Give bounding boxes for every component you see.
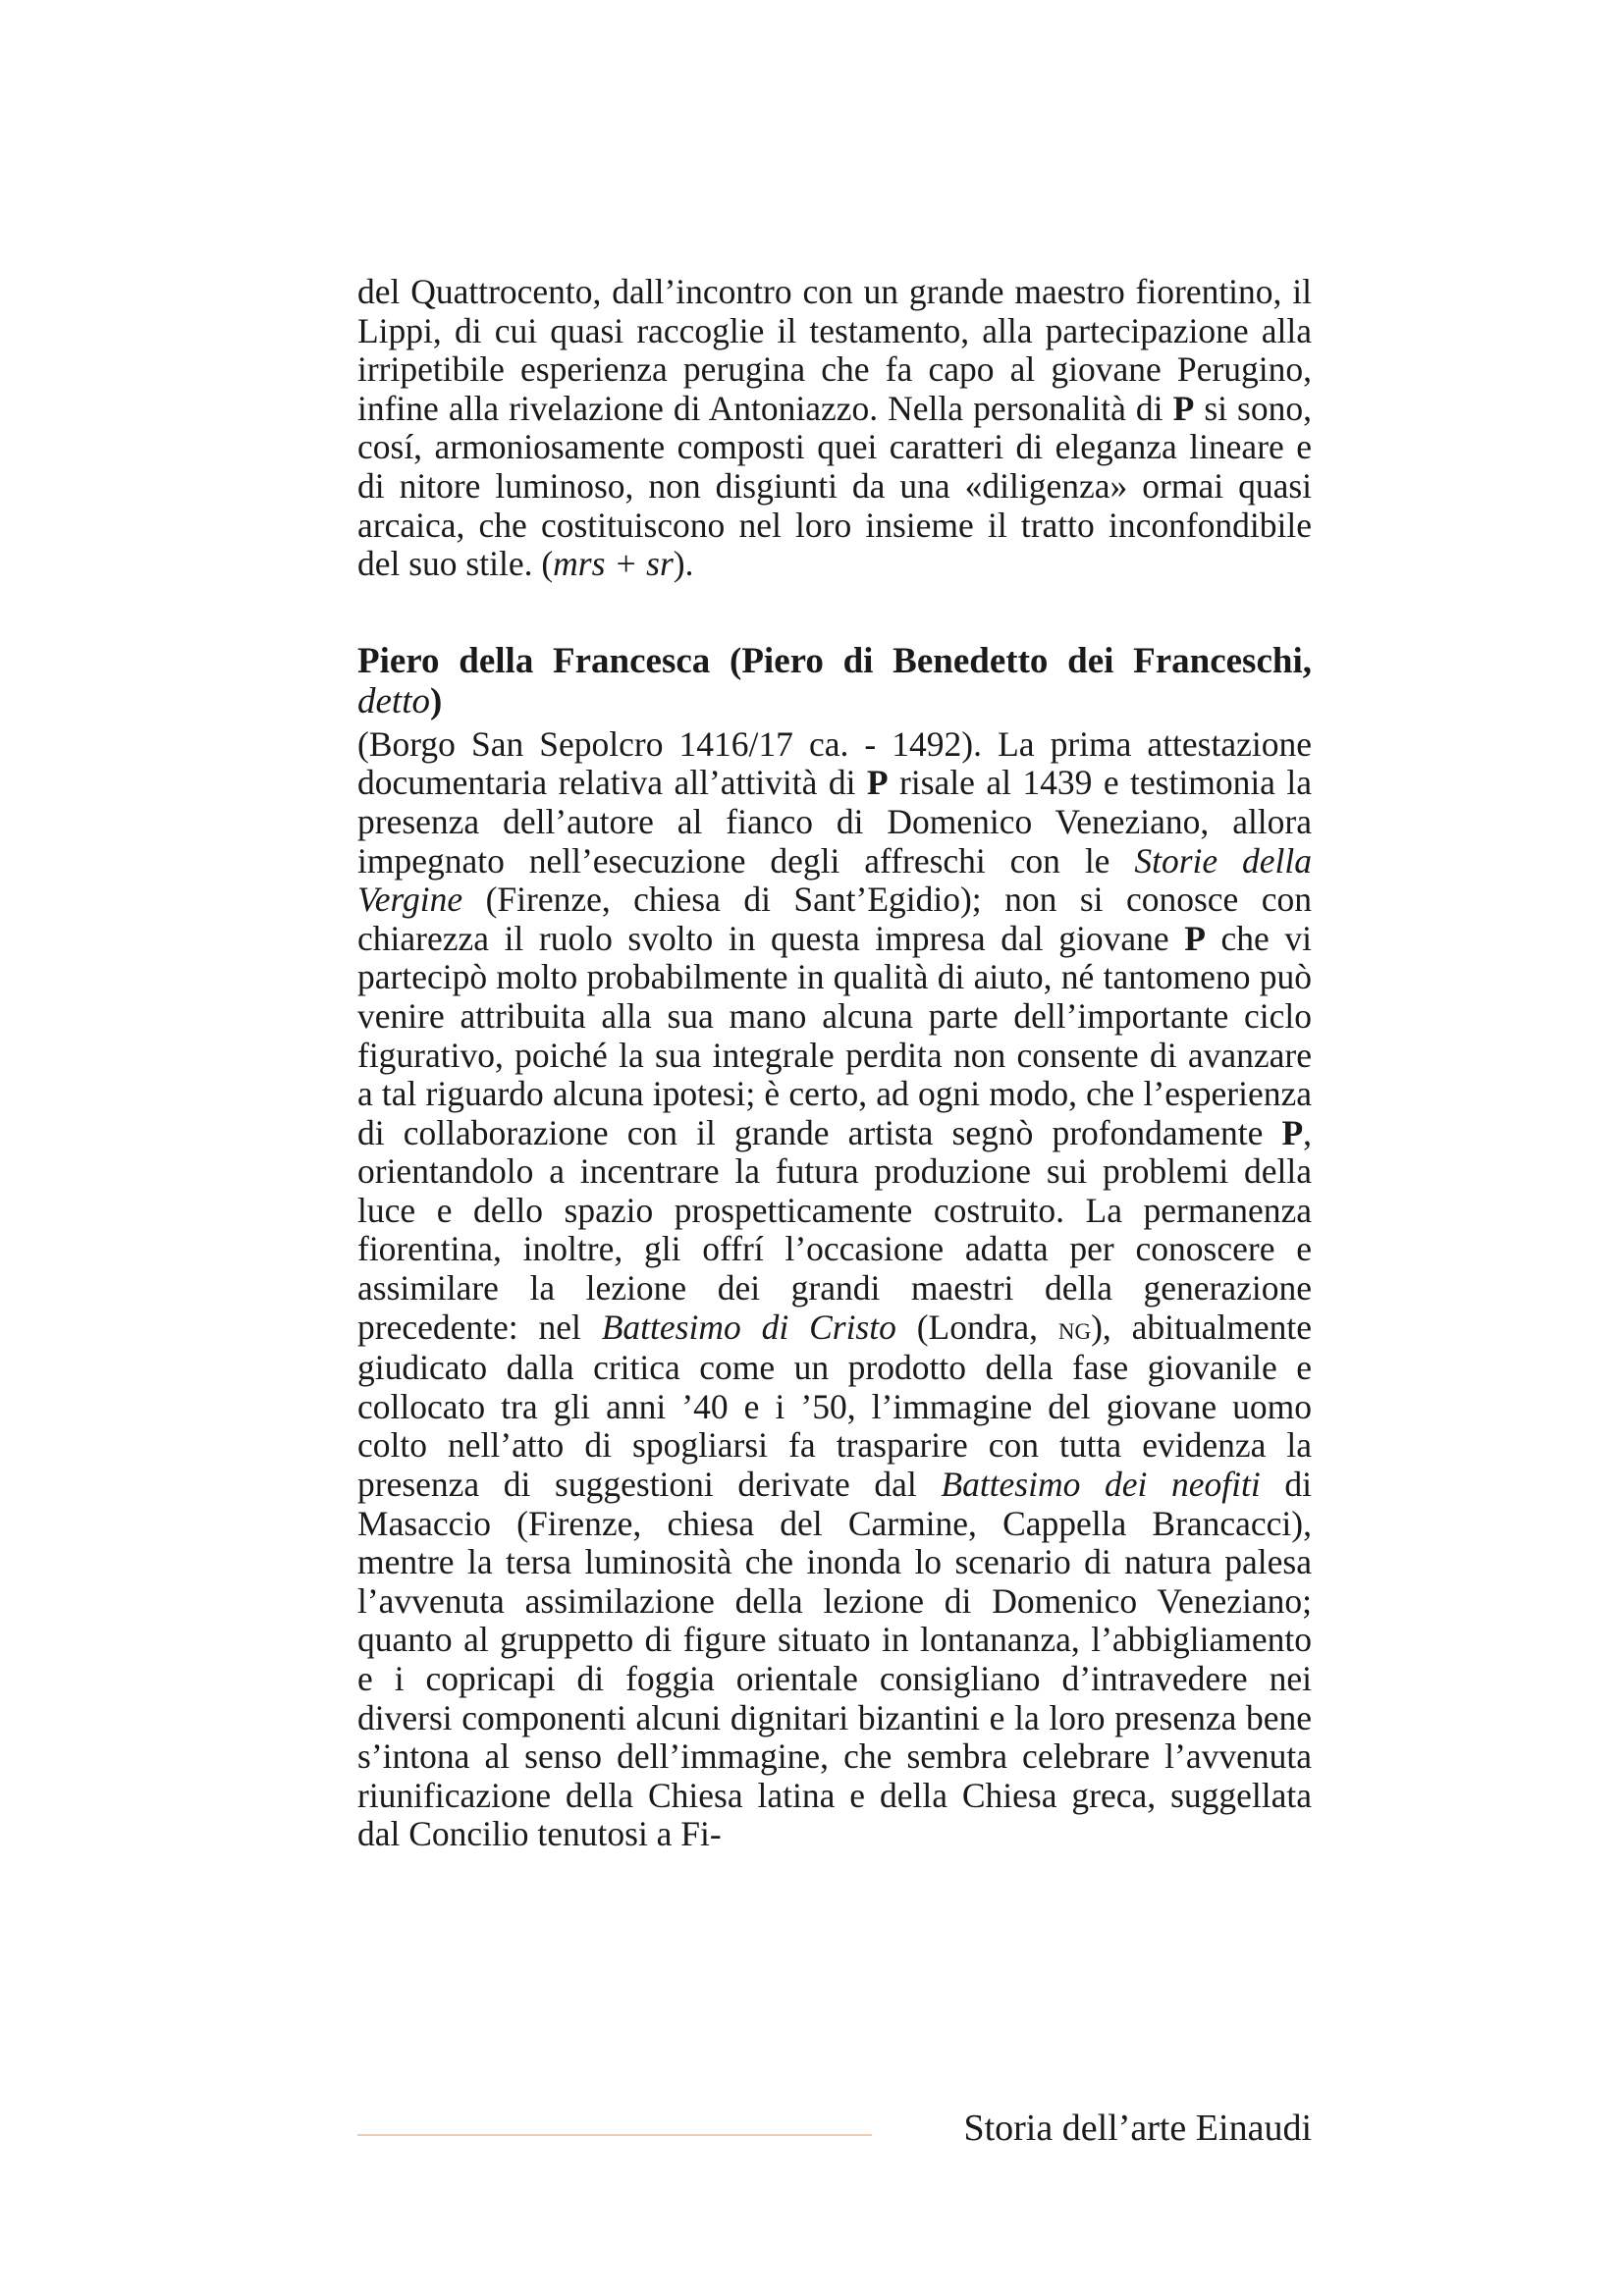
artwork-title: Battesimo dei neofiti [941,1465,1261,1505]
text-run: risale al 1439 e testimonia la presenza dell’autore al fianco di Domenico Veneziano, allora impegnato nell’esecuzione degli affreschi con le [357,763,1312,881]
entry-heading [357,641,1312,721]
text-run: che vi partecipò molto probabilmente in qualità di aiuto, né tantomeno può venire attribuita alla sua mano alcuna parte dell’importante ciclo figurativo, poiché la sua integrale perdita non consente di avanzare a tal riguardo alcuna ipotesi; è certo, ad ogni modo, che l’esperienza di collaborazione con il grande artista segnò profondamente [357,918,1312,1152]
page-footer [357,2107,1312,2150]
heading-italic: detto [357,680,430,721]
author-signature: mrs + sr [553,544,674,584]
text-run: (Londra, [895,1307,1058,1347]
abbrev-p: P [1172,388,1195,428]
footer-title: Storia dell’arte Einaudi [963,2108,1312,2149]
text-run: di Masaccio (Firenze, chiesa del Carmine, Cappella Brancacci), mentre la tersa luminosità che inonda lo scenario di natura palesa l’avvenuta assimilazione della lezione di Domenico Veneziano; quanto al gruppetto di figure situato in lontananza, l’abbigliamento e i copricapi di foggia orientale consigliano d’intravedere nei diversi componenti alcuni dignitari bizantini e la loro presenza bene s’intona al senso dell’immagine, che sembra celebrare l’avvenuta riunificazione della Chiesa latina e della Chiesa greca, suggellata dal Concilio tenutosi a Fi- [357,1465,1312,1854]
text-run: (Borgo San Sepolcro 1416/17 ca. - 1492). La prima attestazione documentaria relativa all’attività di [357,723,1312,803]
text-run: si sono, cosí, armoniosamente composti quei caratteri di eleganza lineare e di nitore luminoso, non disgiunti da una «diligenza» ormai quasi arcaica, che costituiscono nel loro insieme il tratto inconfondibile del suo stile. ( [357,388,1312,584]
text-run: ), abitualmente giudicato dalla critica come un prodotto della fase giovanile e collocato tra gli anni ’40 e i ’50, l’immagine del giovane uomo colto nell’atto di spogliarsi fa trasparire con tutta evidenza la presenza di suggestioni derivate dal [357,1307,1312,1505]
text-run: ). [673,544,694,584]
paragraph-continuation [357,273,1312,584]
abbrev-p: P [1281,1112,1304,1152]
entry-paragraph [357,725,1312,1854]
text-run: (Firenze, chiesa di Sant’Egidio); non si conosce con chiarezza il ruolo svolto in questa impresa dal giovane [357,880,1312,958]
museum-abbrev: ng [1057,1310,1092,1347]
artwork-title: Battesimo di Cristo [601,1307,896,1347]
heading-name: Piero della Francesca (Piero di Benedetto dei Franceschi, [357,640,1312,681]
text-run: , orientandolo a incentrare la futura produzione sui problemi della luce e dello spazio prospetticamente costruito. La permanenza fiorentina, inoltre, gli offrí l’occasione adatta per conoscere e assimilare la lezione dei grandi maestri della generazione precedente: nel [357,1112,1312,1347]
page-body [357,273,1312,1854]
footer-rule [357,2134,872,2136]
artwork-title: Storie della Vergine [357,840,1313,920]
abbrev-p: P [1184,918,1206,958]
text-run: del Quattrocento, dall’incontro con un grande maestro fiorentino, il Lippi, di cui quasi raccoglie il testamento, alla partecipazione alla irripetibile esperienza perugina che fa capo al giovane Perugino, infine alla rivelazione di Antoniazzo. Nella personalità di [357,272,1312,428]
heading-end: ) [429,680,443,721]
abbrev-p: P [866,763,889,803]
